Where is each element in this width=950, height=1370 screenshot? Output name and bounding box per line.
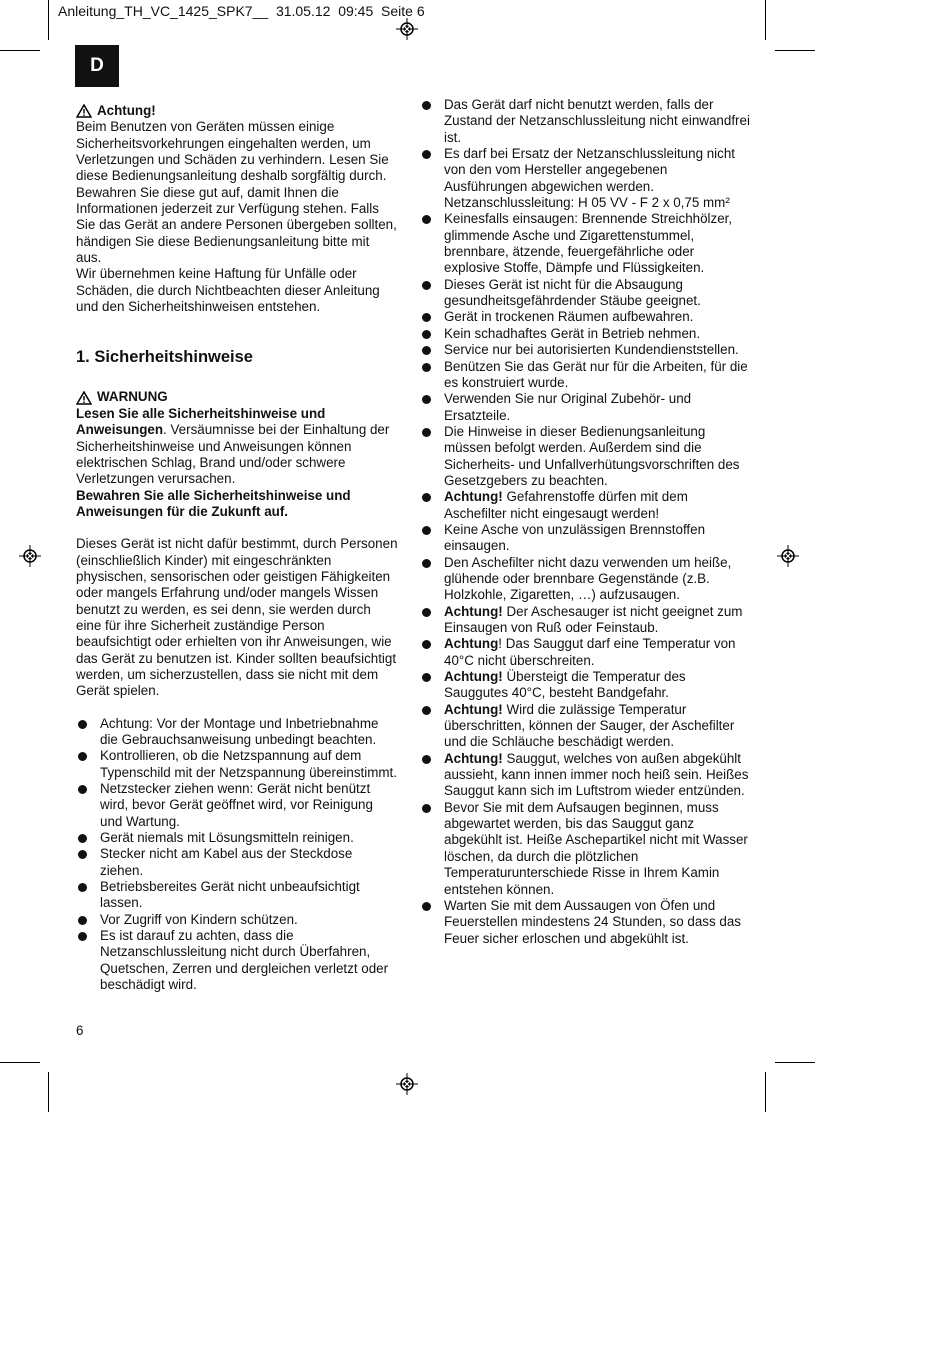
bullet-icon	[422, 281, 431, 290]
list-item: Achtung! Wird die zulässige Temperatur überschritten, können der Sauger, der Aschefilter und die Schläuche beschädigt werden.	[420, 702, 750, 751]
slug-file: Anleitung_TH_VC_1425_SPK7__	[58, 3, 269, 19]
right-column	[420, 97, 750, 947]
bullet-icon	[422, 395, 431, 404]
bullet-icon	[422, 706, 431, 715]
bullet-icon	[422, 755, 431, 764]
bullet-icon	[422, 673, 431, 682]
bullet-icon	[78, 834, 87, 843]
bullet-icon	[422, 559, 431, 568]
left-bullet-list	[76, 716, 398, 994]
crop-mark	[775, 1062, 815, 1063]
right-bullet-list	[420, 97, 750, 947]
bullet-icon	[422, 313, 431, 322]
intro-paragraph: Beim Benutzen von Geräten müssen einige Sicherheitsvorkehrungen eingehalten werden, um Verletzungen und Schäden zu verhindern. Lesen Sie diese Bedienungsanleitung deshalb sorgfältig durch. Bewahren Sie diese gut auf, damit Ihnen die Informationen jederzeit zur Verfügung stehen. Falls Sie das Gerät an andere Personen übergeben sollten, händigen Sie diese Bedienungsanleitung bitte mit aus.	[76, 119, 397, 266]
list-item: Es darf bei Ersatz der Netzanschlussleitung nicht von den vom Hersteller angegebenen Ausführungen abgewichen werden. Netzanschlussleitung: H 05 VV - F 2 x 0,75 mm²	[420, 146, 750, 211]
liability-paragraph: Wir übernehmen keine Haftung für Unfälle oder Schäden, die durch Nichtbeachten dieser Anleitung und den Sicherheitshinweisen entstehen.	[76, 266, 380, 315]
language-tab: D	[75, 45, 119, 87]
bullet-icon	[422, 804, 431, 813]
list-item: Gerät niemals mit Lösungsmitteln reinigen.	[76, 830, 398, 846]
list-item: Betriebsbereites Gerät nicht unbeaufsichtigt lassen.	[76, 879, 398, 912]
list-item: Warten Sie mit dem Aussaugen von Öfen und Feuerstellen mindestens 24 Stunden, so dass das Feuer sicher erloschen und abgekühlt ist.	[420, 898, 750, 947]
crop-mark	[48, 0, 49, 40]
bullet-icon	[78, 883, 87, 892]
registration-mark-icon	[19, 545, 41, 567]
warning-title: WARNUNG	[97, 389, 168, 405]
bullet-icon	[422, 330, 431, 339]
achtung-heading	[76, 103, 398, 119]
list-item: Dieses Gerät ist nicht für die Absaugung gesundheitsgefährdender Stäube geeignet.	[420, 277, 750, 310]
list-item: Achtung: Vor der Montage und Inbetriebnahme die Gebrauchsanweisung unbedingt beachten.	[76, 716, 398, 749]
crop-mark	[0, 1062, 40, 1063]
page-number: 6	[76, 1023, 84, 1038]
bullet-icon	[78, 752, 87, 761]
list-item: Stecker nicht am Kabel aus der Steckdose ziehen.	[76, 846, 398, 879]
warning-paragraph	[76, 406, 398, 488]
bullet-icon	[422, 640, 431, 649]
bullet-icon	[422, 526, 431, 535]
bullet-icon	[78, 932, 87, 941]
bullet-icon	[422, 150, 431, 159]
list-item: Kein schadhaftes Gerät in Betrieb nehmen.	[420, 326, 750, 342]
slug-time: 09:45	[338, 3, 374, 19]
list-item: Bevor Sie mit dem Aufsaugen beginnen, muss abgewartet werden, bis das Sauggut ganz abgekühlt ist. Heiße Aschepartikel nicht mit Wasser löschen, da durch die plötzlichen Temperaturunterschiede Risse in Ihrem Kamin entstehen können.	[420, 800, 750, 898]
bullet-icon	[78, 916, 87, 925]
bullet-icon	[422, 428, 431, 437]
list-item: Netzstecker ziehen wenn: Gerät nicht benützt wird, bevor Gerät geöffnet wird, vor Reinigung und Wartung.	[76, 781, 398, 830]
list-item: Keine Asche von unzulässigen Brennstoffen einsaugen.	[420, 522, 750, 555]
list-item: Achtung! Übersteigt die Temperatur des Sauggutes 40°C, besteht Bandgefahr.	[420, 669, 750, 702]
print-slug	[58, 3, 425, 19]
list-item: Vor Zugriff von Kindern schützen.	[76, 912, 398, 928]
registration-mark-icon	[396, 18, 418, 40]
bullet-icon	[78, 785, 87, 794]
warning-text: . Versäumnisse bei der Einhaltung der Sicherheitshinweise und Anweisungen können elektrischen Schlag, Brand und/oder schwere Verletzungen verursachen.	[76, 422, 390, 487]
list-item: Achtung! Der Aschesauger ist nicht geeignet zum Einsaugen von Ruß oder Feinstaub.	[420, 604, 750, 637]
warning-triangle-icon	[76, 104, 92, 118]
registration-mark-icon	[396, 1073, 418, 1095]
list-item: Achtung! Gefahrenstoffe dürfen mit dem Aschefilter nicht eingesaugt werden!	[420, 489, 750, 522]
list-item: Das Gerät darf nicht benutzt werden, falls der Zustand der Netzanschlussleitung nicht einwandfrei ist.	[420, 97, 750, 146]
list-item: Achtung! Das Sauggut darf eine Temperatur von 40°C nicht überschreiten.	[420, 636, 750, 669]
crop-mark	[775, 50, 815, 51]
section-title: 1. Sicherheitshinweise	[76, 348, 253, 367]
list-item: Den Aschefilter nicht dazu verwenden um heiße, glühende oder brennbare Gegenstände (z.B. Holzkohle, Zigaretten, …) aufzusaugen.	[420, 555, 750, 604]
crop-mark	[765, 0, 766, 40]
keep-instructions: Bewahren Sie alle Sicherheitshinweise und Anweisungen für die Zukunft auf.	[76, 487, 351, 519]
bullet-icon	[422, 902, 431, 911]
achtung-title: Achtung!	[97, 103, 156, 118]
bullet-icon	[422, 346, 431, 355]
crop-mark	[48, 1072, 49, 1112]
children-paragraph: Dieses Gerät ist nicht dafür bestimmt, durch Personen (einschließlich Kinder) mit eingeschränkten physischen, sensorischen oder geistigen Fähigkeiten oder mangels Erfahrung und/oder mangels Wissen benutzt zu werden, es sei denn, sie werden durch eine für ihre Sicherheit zuständige Person beaufsichtigt oder erhielten von ihr Anweisungen, wie das Gerät zu benutzen ist. Kinder sollten beaufsichtigt werden, um sicherzustellen, dass sie nicht mit dem Gerät spielen.	[76, 536, 398, 699]
list-item: Keinesfalls einsaugen: Brennende Streichhölzer, glimmende Asche und Zigarettenstummel, brennbare, ätzende, feuergefährliche oder explosive Stoffe, Dämpfe und Flüssigkeiten.	[420, 211, 750, 276]
list-item: Die Hinweise in dieser Bedienungsanleitung müssen befolgt werden. Außerdem sind die Sicherheits- und Unfallverhütungsvorschriften des Gesetzgebers zu beachten.	[420, 424, 750, 489]
bullet-icon	[422, 101, 431, 110]
warning-heading	[76, 389, 398, 405]
list-item: Es ist darauf zu achten, dass die Netzanschlussleitung nicht durch Überfahren, Quetschen, Zerren und dergleichen verletzt oder beschädigt wird.	[76, 928, 398, 993]
list-item: Verwenden Sie nur Original Zubehör- und Ersatzteile.	[420, 391, 750, 424]
bullet-icon	[422, 493, 431, 502]
bullet-icon	[422, 215, 431, 224]
crop-mark	[0, 50, 40, 51]
warning-bold: Lesen Sie alle Sicherheitshinweise und Anweisungen	[76, 405, 326, 438]
bullet-icon	[78, 850, 87, 859]
list-item: Achtung! Sauggut, welches von außen abgekühlt aussieht, kann innen immer noch heiß sein. Heißes Sauggut kann sich im Luftstrom wieder entzünden.	[420, 751, 750, 800]
registration-mark-icon	[777, 545, 799, 567]
left-column	[76, 103, 398, 994]
list-item: Gerät in trockenen Räumen aufbewahren.	[420, 309, 750, 325]
slug-page: Seite 6	[381, 3, 425, 19]
list-item: Kontrollieren, ob die Netzspannung auf dem Typenschild mit der Netzspannung übereinstimmt.	[76, 748, 398, 781]
bullet-icon	[422, 608, 431, 617]
list-item: Service nur bei autorisierten Kundendienststellen.	[420, 342, 750, 358]
slug-date: 31.05.12	[275, 3, 331, 19]
warning-triangle-icon	[76, 391, 92, 405]
bullet-icon	[422, 363, 431, 372]
bullet-icon	[78, 720, 87, 729]
list-item: Benützen Sie das Gerät nur für die Arbeiten, für die es konstruiert wurde.	[420, 359, 750, 392]
crop-mark	[765, 1072, 766, 1112]
